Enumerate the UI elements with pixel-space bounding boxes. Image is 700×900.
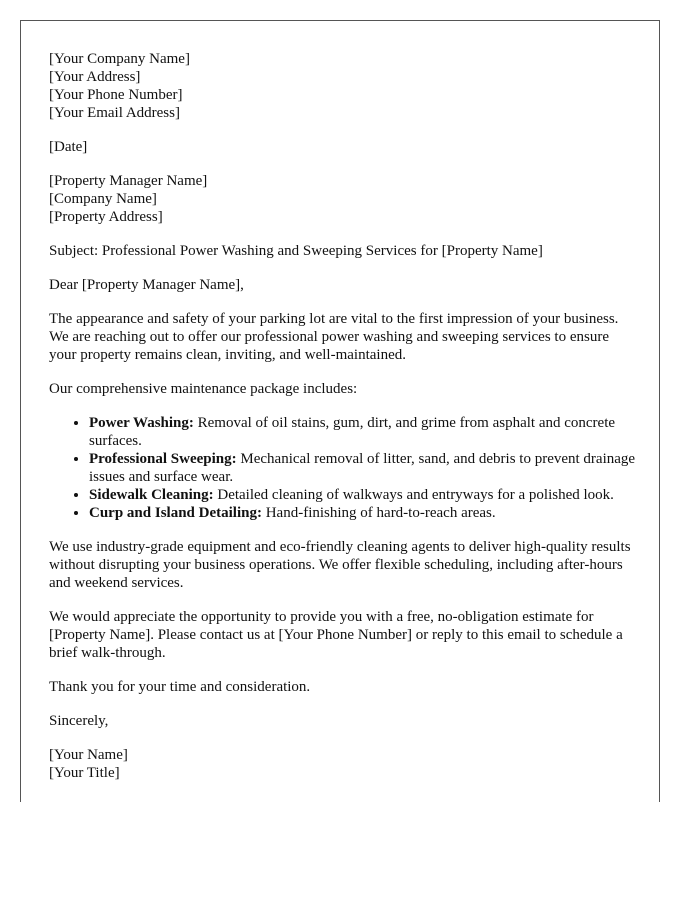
salutation: Dear [Property Manager Name],: [49, 277, 244, 293]
service-title: Curp and Island Detailing:: [89, 505, 262, 521]
service-text: Removal of oil stains, gum, dirt, and grime from asphalt and concrete surfaces.: [89, 415, 616, 449]
list-item: [89, 486, 639, 504]
service-text: Mechanical removal of litter, sand, and debris to prevent drainage issues and surface wear.: [89, 451, 636, 485]
package-intro: Our comprehensive maintenance package includes:: [49, 381, 358, 397]
letter-page: [20, 20, 660, 802]
thanks-line: Thank you for your time and consideration.: [49, 679, 311, 695]
service-text: Detailed cleaning of walkways and entryways for a polished look.: [213, 487, 614, 503]
recipient-block: [49, 172, 639, 226]
recipient-company: [Company Name]: [49, 191, 157, 207]
sender-phone: [Your Phone Number]: [49, 87, 183, 103]
list-item: [89, 414, 639, 450]
sender-block: [49, 50, 639, 122]
letter-body: [49, 50, 639, 782]
service-text: Hand-finishing of hard-to-reach areas.: [261, 505, 496, 521]
sender-company: [Your Company Name]: [49, 51, 190, 67]
services-list: [49, 414, 639, 522]
signature-name: [Your Name]: [49, 747, 128, 763]
service-title: Professional Sweeping:: [89, 451, 237, 467]
recipient-name: [Property Manager Name]: [49, 173, 208, 189]
recipient-address: [Property Address]: [49, 209, 163, 225]
sender-email: [Your Email Address]: [49, 105, 180, 121]
signature-block: [49, 746, 639, 782]
subject-line: Subject: Professional Power Washing and Sweeping Services for [Property Name]: [49, 243, 543, 259]
letter-date: [Date]: [49, 139, 88, 155]
closing-line: Sincerely,: [49, 713, 109, 729]
list-item: [89, 450, 639, 486]
intro-paragraph: The appearance and safety of your parking lot are vital to the first impression of your business. We are reaching out to offer our professional power washing and sweeping services to ensure your property remains clean, inviting, and well-maintained.: [49, 311, 619, 363]
service-title: Sidewalk Cleaning:: [89, 487, 214, 503]
equipment-paragraph: We use industry-grade equipment and eco-friendly cleaning agents to deliver high-quality results without disrupting your business operations. We offer flexible scheduling, including after-hours and weekend services.: [49, 539, 631, 591]
service-title: Power Washing:: [89, 415, 194, 431]
sender-address: [Your Address]: [49, 69, 141, 85]
signature-title: [Your Title]: [49, 765, 120, 781]
list-item: [89, 504, 639, 522]
cta-paragraph: We would appreciate the opportunity to provide you with a free, no-obligation estimate for [Property Name]. Please contact us at [Your Phone Number] or reply to this email to schedule a brief walk-through.: [49, 609, 623, 661]
